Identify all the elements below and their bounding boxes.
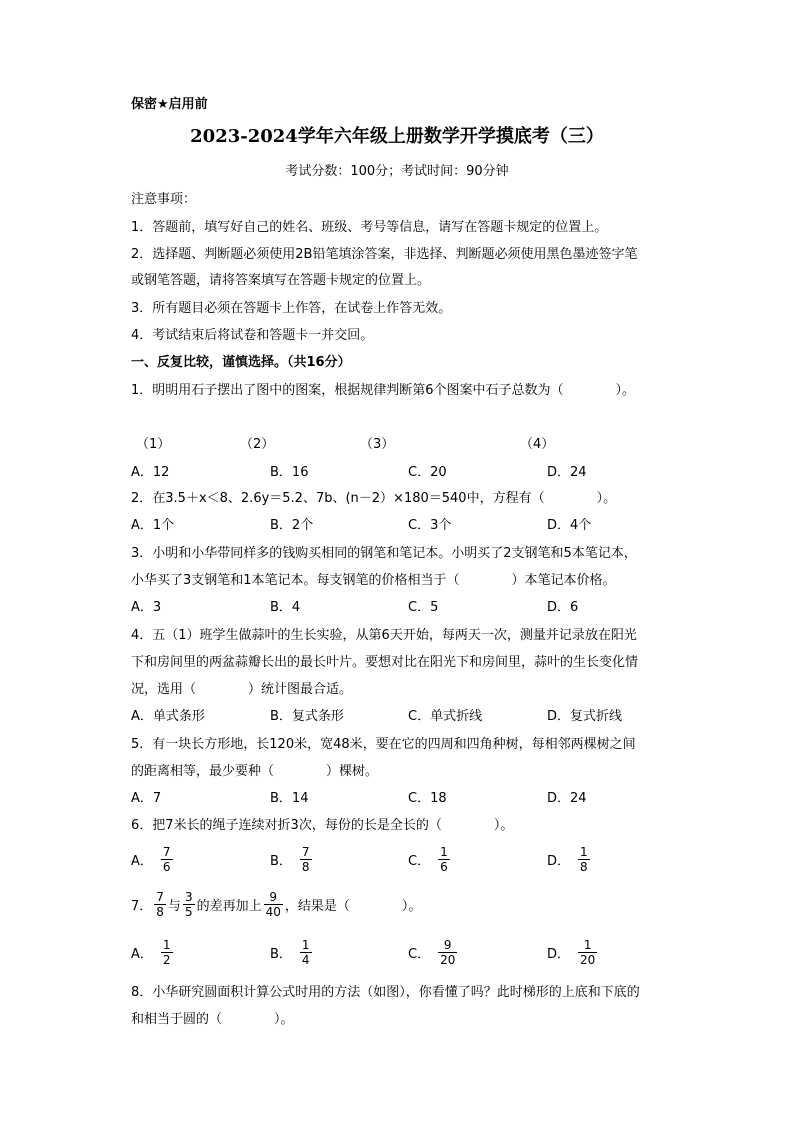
option-d: D．6 <box>547 600 579 615</box>
stem-text: 的差再加上 <box>196 899 262 914</box>
option-letter: B． <box>270 854 292 869</box>
option-a: A．12 <box>131 465 170 480</box>
numerator: 1 <box>162 938 171 952</box>
fraction <box>438 845 450 874</box>
option-c: C．20 <box>408 465 447 480</box>
option-c: C．18 <box>408 791 447 806</box>
fraction <box>300 938 312 967</box>
option-letter: D． <box>547 947 571 962</box>
numerator: 9 <box>264 890 283 905</box>
option-a: A．单式条形 <box>131 709 205 724</box>
stem-text: 与 <box>167 899 181 914</box>
denominator: 4 <box>301 953 310 967</box>
option-b <box>270 845 312 874</box>
option-c: C．5 <box>408 600 439 615</box>
figure-label: （2） <box>240 437 275 452</box>
option-letter: D． <box>547 854 571 869</box>
question-3-stem: 3．小明和小华带同样多的钱购买相同的钢笔和笔记本。小明买了2支钢笔和5本笔记本， <box>131 546 637 561</box>
fraction <box>578 938 597 967</box>
option-a <box>131 938 173 967</box>
option-c: C．单式折线 <box>408 709 483 724</box>
fraction <box>578 845 590 874</box>
option-b: B．14 <box>270 791 309 806</box>
option-d: D．24 <box>547 465 587 480</box>
question-5-stem: 的距离相等，最少要种（ ）棵树。 <box>131 764 379 779</box>
question-3-stem: 小华买了3支钢笔和1本笔记本。每支钢笔的价格相当于（ ）本笔记本价格。 <box>131 573 616 588</box>
stem-text: ，结果是（ ）。 <box>284 899 422 914</box>
option-b: B．16 <box>270 465 309 480</box>
denominator: 20 <box>580 953 596 967</box>
question-4-stem: 下和房间里的两盆蒜瓣长出的最长叶片。要想对比在阳光下和房间里，蒜叶的生长变化情 <box>131 655 639 670</box>
figure-label: （4） <box>520 437 555 452</box>
question-2-stem: 2．在3.5＋x＜8、2.6y＝5.2、7b、(n－2）×180＝540中，方程有（ ）。 <box>131 491 617 506</box>
page-title: 2023-2024学年六年级上册数学开学摸底考（三） <box>190 126 604 147</box>
note-item: 或钢笔答题，请将答案填写在答题卡规定的位置上。 <box>131 273 431 288</box>
option-a: A．3 <box>131 600 162 615</box>
option-letter: C． <box>408 947 431 962</box>
option-letter: A． <box>131 947 153 962</box>
figure-label: （1） <box>136 437 171 452</box>
option-c: C．3个 <box>408 518 452 533</box>
note-item: 1．答题前，填写好自己的姓名、班级、考号等信息，请写在答题卡规定的位置上。 <box>131 220 608 235</box>
option-letter: A． <box>131 854 153 869</box>
numerator: 7 <box>162 845 171 859</box>
notes-heading: 注意事项： <box>131 192 197 207</box>
option-b: B．2个 <box>270 518 314 533</box>
denominator: 6 <box>162 860 171 874</box>
option-d: D．24 <box>547 791 587 806</box>
question-4-stem: 况，选用（ ）统计图最合适。 <box>131 682 353 697</box>
note-item: 4．考试结束后将试卷和答题卡一并交回。 <box>131 328 374 343</box>
fraction <box>264 890 283 919</box>
denominator: 8 <box>156 905 164 919</box>
denominator: 20 <box>440 953 456 967</box>
numerator: 7 <box>156 890 164 904</box>
denominator: 8 <box>301 860 310 874</box>
fraction <box>183 890 195 919</box>
option-a: A．1个 <box>131 518 175 533</box>
option-letter: B． <box>270 947 292 962</box>
option-d <box>547 938 597 967</box>
question-5-stem: 5．有一块长方形地，长120米，宽48米，要在它的四周和四角种树，每相邻两棵树之间 <box>131 737 636 752</box>
note-item: 3．所有题目必须在答题卡上作答，在试卷上作答无效。 <box>131 301 452 316</box>
fraction <box>438 938 457 967</box>
denominator: 40 <box>265 905 281 919</box>
figure-label: （3） <box>360 437 395 452</box>
option-c <box>408 845 450 874</box>
question-6-stem: 6．把7米长的绳子连续对折3次，每份的长是全长的（ ）。 <box>131 818 514 833</box>
confidential-label: 保密★启用前 <box>131 97 208 112</box>
option-b: B．复式条形 <box>270 709 344 724</box>
question-4-stem: 4．五（1）班学生做蒜叶的生长实验，从第6天开始，每两天一次，测量并记录放在阳光 <box>131 628 637 643</box>
numerator: 3 <box>184 890 193 904</box>
question-8-stem: 8．小华研究圆面积计算公式时用的方法（如图），你看懂了吗？此时梯形的上底和下底的 <box>131 985 640 1000</box>
fraction <box>161 938 173 967</box>
option-a: A．7 <box>131 791 162 806</box>
option-d: D．复式折线 <box>547 709 623 724</box>
numerator: 1 <box>580 845 588 859</box>
question-1-stem: 1．明明用石子摆出了图中的图案，根据规律判断第6个图案中石子总数为（ ）。 <box>131 383 636 398</box>
fraction <box>154 890 166 919</box>
denominator: 2 <box>162 953 171 967</box>
option-b <box>270 938 312 967</box>
note-item: 2．选择题、判断题必须使用2B铅笔填涂答案，非选择、判断题必须使用黑色墨迹签字笔 <box>131 247 638 262</box>
question-8-stem: 和相当于圆的（ ）。 <box>131 1012 294 1027</box>
option-c <box>408 938 457 967</box>
question-7-stem <box>131 890 421 919</box>
option-d <box>547 845 590 874</box>
numerator: 1 <box>440 845 448 859</box>
denominator: 8 <box>580 860 588 874</box>
section-heading: 一、反复比较，谨慎选择。（共16分） <box>131 355 351 370</box>
numerator: 9 <box>438 938 457 953</box>
numerator: 1 <box>301 938 310 952</box>
option-a <box>131 845 173 874</box>
numerator: 7 <box>301 845 310 859</box>
denominator: 6 <box>440 860 448 874</box>
fraction <box>161 845 173 874</box>
option-b: B．4 <box>270 600 301 615</box>
question-number: 7． <box>131 899 153 914</box>
option-d: D．4个 <box>547 518 592 533</box>
option-letter: C． <box>408 854 431 869</box>
denominator: 5 <box>184 905 193 919</box>
exam-info: 考试分数：100分；考试时间：90分钟 <box>285 164 509 179</box>
numerator: 1 <box>578 938 597 953</box>
fraction <box>300 845 312 874</box>
